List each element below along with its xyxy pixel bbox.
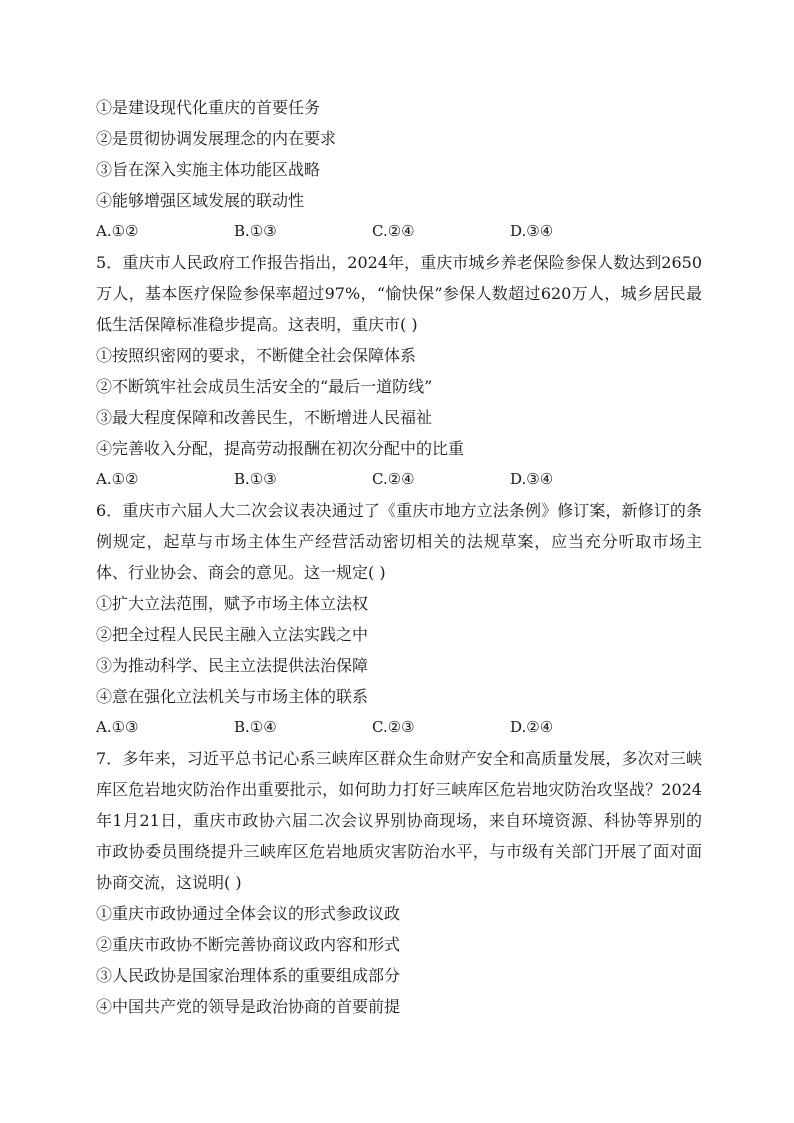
choice-d: D.②④ [510, 718, 554, 736]
document-page [96, 92, 702, 1022]
question-stem: 6．重庆市六届人大二次会议表决通过了《重庆市地方立法条例》修订案，新修订的条例规定，起草与市场主体生产经营活动密切相关的法规草案，应当充分听取市场主体、行业协会、商会的意见。这一规定( ) [96, 501, 702, 582]
statement: ②重庆市政协不断完善协商议政内容和形式 [96, 935, 401, 954]
choice-c: C.②④ [372, 470, 415, 488]
question-7 [96, 743, 702, 1022]
statement: ②是贯彻协调发展理念的内在要求 [96, 129, 337, 148]
question-4 [96, 92, 702, 247]
statement: ①按照织密网的要求，不断健全社会保障体系 [96, 346, 417, 365]
statement: ③旨在深入实施主体功能区战略 [96, 160, 321, 179]
statement: ④意在强化立法机关与市场主体的联系 [96, 687, 369, 706]
choice-a: A.①③ [96, 718, 139, 736]
question-stem: 5．重庆市人民政府工作报告指出，2024年，重庆市城乡养老保险参保人数达到2650万人，基本医疗保险参保率超过97%，“愉快保”参保人数超过620万人，城乡居民最低生活保障标准稳步提高。这表明，重庆市( ) [96, 253, 702, 334]
answer-choices [96, 464, 702, 495]
choice-d: D.③④ [510, 470, 554, 488]
answer-choices [96, 712, 702, 743]
answer-choices [96, 216, 702, 247]
choice-c: C.②③ [372, 718, 415, 736]
statement: ①扩大立法范围，赋予市场主体立法权 [96, 594, 369, 613]
statement: ③为推动科学、民主立法提供法治保障 [96, 656, 369, 675]
choice-b: B.①③ [234, 222, 277, 240]
choice-b: B.①③ [234, 470, 277, 488]
choice-b: B.①④ [234, 718, 277, 736]
statement: ④中国共产党的领导是政治协商的首要前提 [96, 997, 401, 1016]
statement: ③最大程度保障和改善民生，不断增进人民福祉 [96, 408, 433, 427]
choice-c: C.②④ [372, 222, 415, 240]
question-6 [96, 495, 702, 743]
statement: ①是建设现代化重庆的首要任务 [96, 98, 321, 117]
choice-d: D.③④ [510, 222, 554, 240]
statement: ④能够增强区域发展的联动性 [96, 191, 305, 210]
question-stem: 7．多年来，习近平总书记心系三峡库区群众生命财产安全和高质量发展，多次对三峡库区危岩地灾防治作出重要批示，如何助力打好三峡库区危岩地灾防治攻坚战？2024年1月21日，重庆市政协六届二次会议界别协商现场，来自环境资源、科协等界别的市政协委员围绕提升三峡库区危岩地质灾害防治水平，与市级有关部门开展了面对面协商交流，这说明( ) [96, 749, 702, 892]
statement: ②不断筑牢社会成员生活安全的“最后一道防线” [96, 377, 433, 396]
statement: ③人民政协是国家治理体系的重要组成部分 [96, 966, 401, 985]
choice-a: A.①② [96, 222, 139, 240]
statement: ①重庆市政协通过全体会议的形式参政议政 [96, 904, 401, 923]
statement: ②把全过程人民民主融入立法实践之中 [96, 625, 369, 644]
choice-a: A.①② [96, 470, 139, 488]
statement: ④完善收入分配，提高劳动报酬在初次分配中的比重 [96, 439, 465, 458]
question-5 [96, 247, 702, 495]
